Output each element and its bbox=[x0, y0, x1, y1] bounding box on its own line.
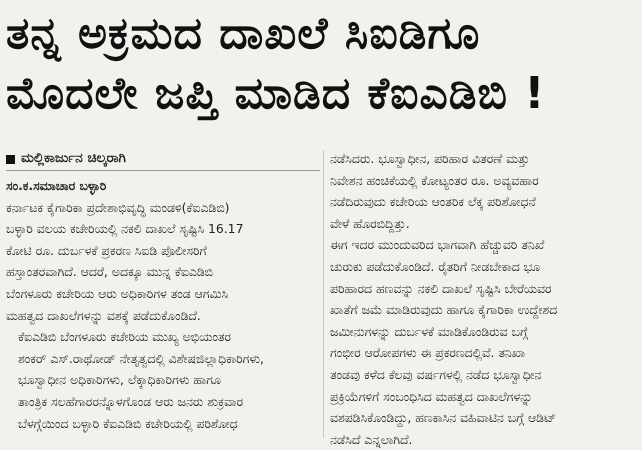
byline-square-icon bbox=[6, 155, 15, 164]
text-line: ಚುರುಕು ಪಡೆದುಕೊಂಡಿದೆ. ರೈತರಿಗೆ ನೀಡಬೇಕಾದ ಭೂ bbox=[330, 258, 540, 274]
text-line: ಶಂಕರ್ ಎಸ್.ರಾಥೋಡ್ ನೇತೃತ್ವದಲ್ಲಿ ವಿಶೇಷಜಿಲ್ಲಾಧಿಕಾರಿಗಳು, bbox=[18, 350, 264, 366]
text-line: ಹಸ್ತಾಂತರವಾಗಿದೆ. ಆದರೆ, ಅದಕ್ಕೂ ಮುನ್ನ ಕೆಐಎಡಿಬಿ bbox=[6, 264, 213, 280]
paragraph bbox=[6, 197, 320, 327]
text-line: ವಶಪಡಿಸಿಕೊಂಡಿದ್ದು, ಹಣಕಾಸಿನ ವಹಿವಾಟಿನ ಬಗ್ಗೆ ಆಡಿಟ್ bbox=[330, 410, 557, 426]
text-line: ಭೂಸ್ವಾಧೀನ ಅಧಿಕಾರಿಗಳು, ಲೆಕ್ಕಾಧಿಕಾರಿಗಳು ಹಾಗೂ bbox=[18, 372, 221, 388]
byline-author: ಮಲ್ಲಿಕಾರ್ಜುನ ಚಿಲ್ಕರಾಗಿ bbox=[21, 150, 126, 167]
text-line: ನಿವೇಶನ ಹಂಚಿಕೆಯಲ್ಲಿ ಕೋಟ್ಯಂತರ ರೂ. ಅವ್ಯವಹಾರ bbox=[330, 172, 539, 188]
text-line: ಪರಿಹಾರದ ಹಣವನ್ನು ನಕಲಿ ದಾಖಲೆ ಸೃಷ್ಟಿಸಿ ಬೇರೆಯವರ bbox=[330, 280, 552, 296]
paragraph bbox=[330, 234, 636, 450]
text-line: ನಡೆಸಿದರು. ಭೂಸ್ವಾಧೀನ, ಪರಿಹಾರ ವಿತರಣೆ ಮತ್ತು bbox=[330, 151, 530, 166]
column-divider bbox=[323, 150, 324, 438]
text-line: ಬೆಳಗ್ಗೆಯಿಂದ ಬಳ್ಳಾರಿ ಕೆಐಎಡಿಬಿ ಕಚೇರಿಯಲ್ಲಿ ಪರಿಶೋಧ bbox=[18, 415, 238, 431]
text-line: ಖಾತೆಗೆ ಜಮೆ ಮಾಡಿರುವುದು ಹಾಗೂ ಕೈಗಾರಿಕಾ ಉದ್ದೇಶದ bbox=[330, 302, 558, 318]
text-line: ತಾಂತ್ರಿಕ ಸಲಹೆಗಾರರನ್ನೊಳಗೊಂಡ ಆರು ಜನರು ಶುಕ್ರವಾರ bbox=[18, 393, 243, 409]
headline-line-2: ಮೊದಲೇ ಜಪ್ತಿ ಮಾಡಿದ ಕೆಐಎಡಿಬಿ ! bbox=[6, 68, 546, 119]
text-line: ತಂಡವು ಕಳೆದ ಕೆಲವು ವರ್ಷಗಳಲ್ಲಿ ನಡೆದ ಭೂಸ್ವಾಧೀನ bbox=[330, 366, 542, 382]
text-line: ನಡೆಸಿದೆ ಎನ್ನಲಾಗಿದೆ. bbox=[330, 431, 413, 447]
text-line: ಈಗ ಇದರ ಮುಂದುವರಿದ ಭಾಗವಾಗಿ ಹೆಚ್ಚುವರಿ ತನಿಖೆ bbox=[330, 237, 545, 253]
text-line: ವೇಳೆ ಹೊರಬಿದ್ದಿತ್ತು. bbox=[330, 215, 410, 231]
article-column-left bbox=[6, 148, 320, 434]
text-line: ಕೆಐಎಡಿಬಿ ಬೆಂಗಳೂರು ಕಚೇರಿಯ ಮುಖ್ಯ ಅಭಿಯಂತರ bbox=[18, 329, 231, 345]
text-line: ಕರ್ನಾಟಕ ಕೈಗಾರಿಕಾ ಪ್ರದೇಶಾಭಿವೃದ್ಧಿ ಮಂಡಳಿ(ಕೆಐಎಡಿಬಿ) bbox=[6, 199, 230, 215]
text-line: ಬೆಂಗಳೂರು ಕಚೇರಿಯ ಆರು ಅಧಿಕಾರಿಗಳ ತಂಡ ಆಗಮಿಸಿ bbox=[6, 285, 228, 301]
text-line: ನಡೆದಿರುವುದು ಕಚೇರಿಯ ಆಂತರಿಕ ಲೆಕ್ಕ ಪರಿಶೋಧನೆ bbox=[330, 194, 536, 210]
paragraph bbox=[330, 148, 636, 234]
headline bbox=[6, 4, 636, 124]
text-line: ಜಮೀನುಗಳನ್ನು ದುರ್ಬಳಕೆ ಮಾಡಿಕೊಂಡಿರುವ ಬಗ್ಗೆ bbox=[330, 323, 528, 339]
headline-line-1: ತನ್ನ ಅಕ್ರಮದ ದಾಖಲೆ ಸಿಐಡಿಗೂ bbox=[6, 8, 481, 59]
text-line: ಬಳ್ಳಾರಿ ವಲಯ ಕಚೇರಿಯಲ್ಲಿ ನಕಲಿ ದಾಖಲೆ ಸೃಷ್ಟಿಸಿ 16.17 bbox=[6, 221, 244, 237]
news-source: ಸಂ.ಕ.ಸಮಾಚಾರ ಬಳ್ಳಾರಿ bbox=[6, 178, 107, 193]
paragraph bbox=[6, 326, 320, 434]
text-line: ಗಂಭೀರ ಆರೋಪಗಳು ಈ ಪ್ರಕರಣದಲ್ಲಿವೆ. ತನಿಖಾ bbox=[330, 345, 526, 361]
text-line: ಪ್ರಕ್ರಿಯೆಗಳಿಗೆ ಸಂಬಂಧಿಸಿದ ಮಹತ್ವದ ದಾಖಲೆಗಳನ್ನು bbox=[330, 388, 533, 404]
article-column-right bbox=[330, 148, 636, 450]
text-line: ಮಹತ್ವದ ದಾಖಲೆಗಳನ್ನು ವಶಕ್ಕೆ ಪಡೆದುಕೊಂಡಿದೆ. bbox=[6, 307, 201, 323]
text-line: ಕೋಟಿ ರೂ. ದುರ್ಬಳಕೆ ಪ್ರಕರಣ ಸಿಐಡಿ ಪೊಲೀಸರಿಗೆ bbox=[6, 242, 207, 258]
byline bbox=[6, 148, 320, 171]
